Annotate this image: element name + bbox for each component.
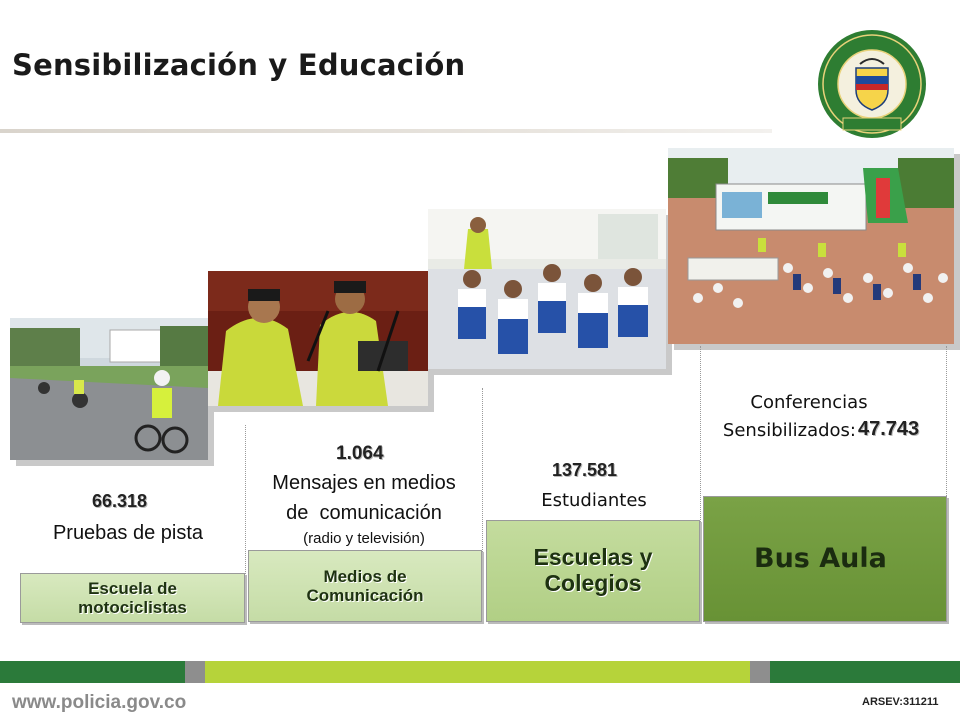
panel-bus-aula[interactable]: [703, 496, 947, 622]
panel-medios-comunicacion-label: Medios de Comunicación: [306, 566, 424, 605]
title-divider: [0, 129, 772, 133]
radio-studio-photo: [208, 271, 428, 406]
stat-pruebas-value: 66.318: [92, 491, 148, 511]
panel-bus-aula-label: Bus Aula: [754, 542, 887, 574]
stat-mensajes-label-line1: Mensajes en medios: [272, 472, 456, 494]
panel-escuela-motociclistas[interactable]: [20, 573, 245, 623]
panel-escuelas-colegios-label: Escuelas y Colegios: [533, 544, 653, 596]
panel-medios-comunicacion[interactable]: [248, 550, 482, 622]
stat-mensajes-label-line2: de comunicación: [286, 502, 442, 524]
motorcycle-track-photo: [10, 318, 208, 460]
stat-sensibilizados-value: 47.743: [858, 418, 920, 440]
classroom-students-photo: [428, 209, 666, 369]
stat-conferencias-label-line2: Sensibilizados:: [722, 420, 856, 441]
stat-conferencias-label-line1: Conferencias: [750, 392, 868, 413]
stat-estudiantes-label: Estudiantes: [541, 490, 647, 511]
stat-mensajes-value: 1.064: [336, 443, 384, 464]
stat-estudiantes-value: 137.581: [552, 460, 618, 480]
bus-aula-event-photo: [668, 148, 954, 344]
website-link[interactable]: www.policia.gov.co: [12, 692, 187, 713]
panel-escuelas-colegios[interactable]: [486, 520, 700, 622]
separator-line: [700, 346, 701, 620]
document-code: ARSEV:311211: [862, 696, 939, 708]
footer-color-bar: [0, 661, 960, 683]
panel-escuela-motociclistas-label: Escuela de motociclistas: [78, 578, 187, 617]
stat-mensajes-label-line3: (radio y televisión): [303, 530, 425, 547]
police-seal-logo: [816, 28, 928, 140]
stat-pruebas-label: Pruebas de pista: [52, 522, 204, 544]
page-title: Sensibilización y Educación: [12, 48, 466, 82]
